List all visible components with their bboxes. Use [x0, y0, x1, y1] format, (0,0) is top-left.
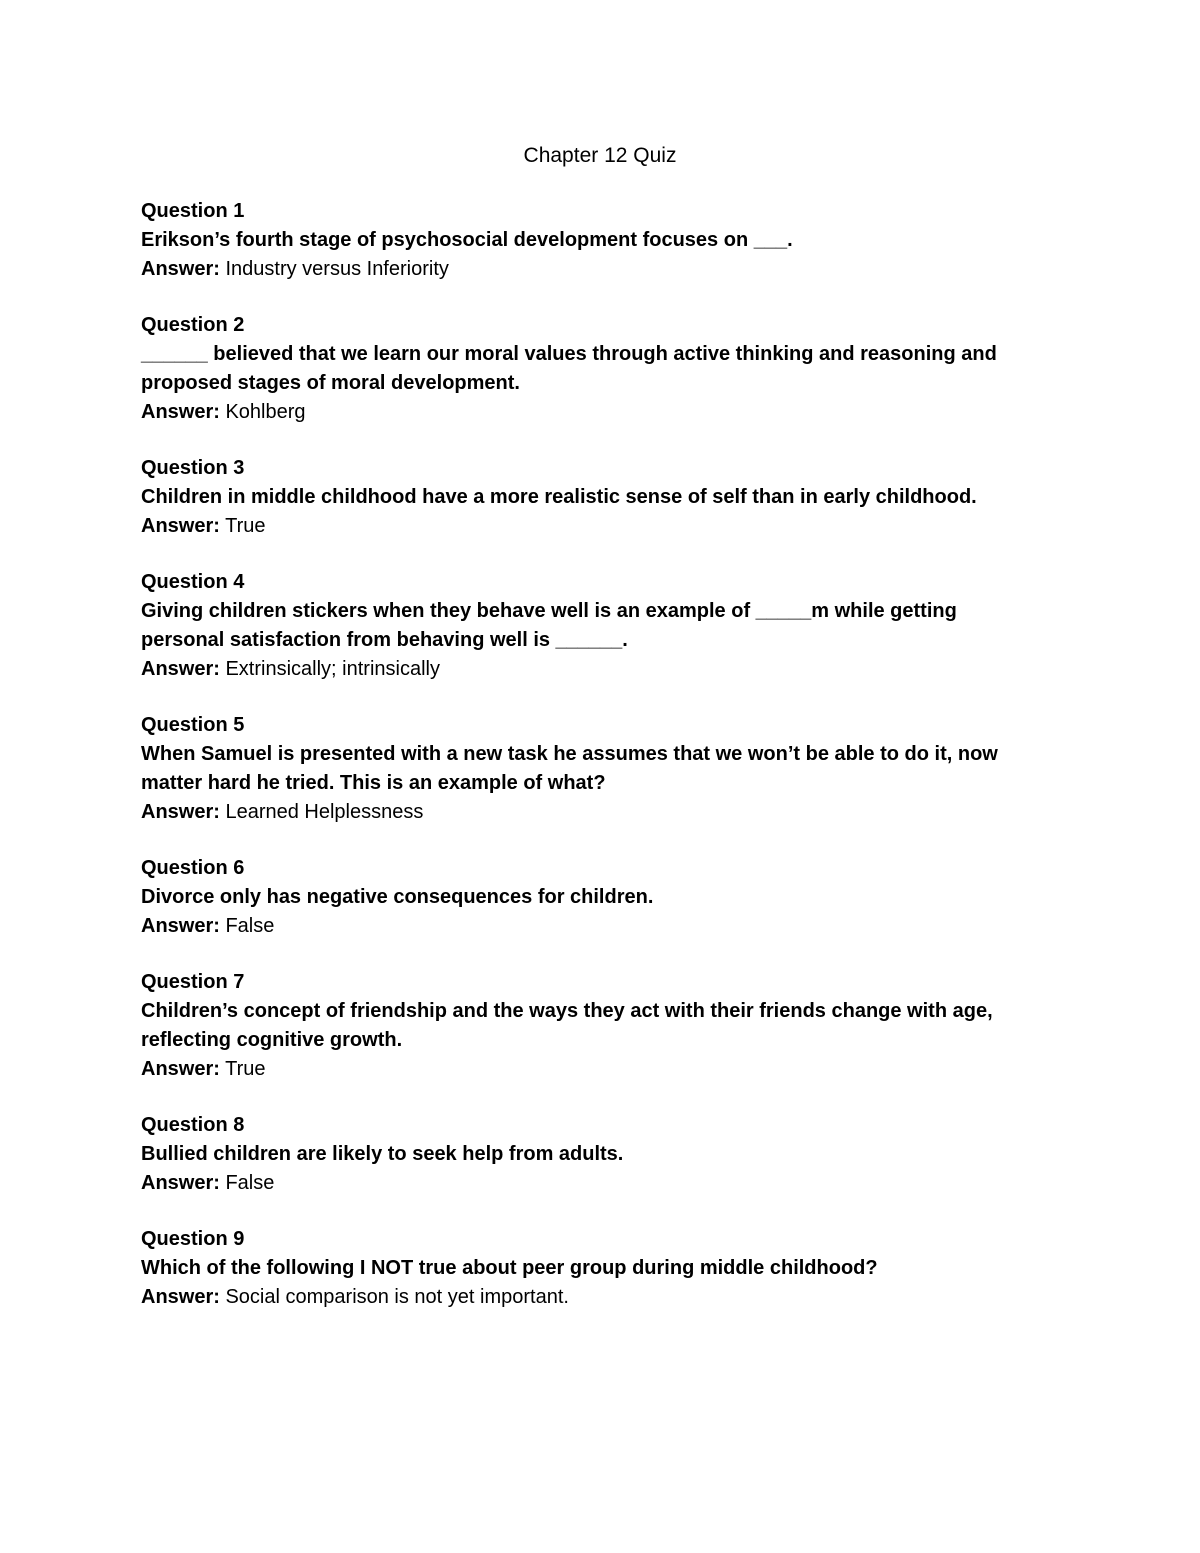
- question-label: Question 8: [141, 1114, 245, 1136]
- answer-line: [141, 512, 1041, 541]
- question-text: Children’s concept of friendship and the ways they act with their friends change with age,: [141, 1000, 993, 1022]
- question-block-2: [141, 311, 1041, 427]
- question-text: Which of the following I NOT true about peer group during middle childhood?: [141, 1257, 878, 1279]
- answer-label: Answer:: [141, 515, 220, 537]
- answer-line: [141, 1169, 1041, 1198]
- question-label: Question 1: [141, 200, 245, 222]
- question-block-6: [141, 854, 1041, 941]
- question-block-1: [141, 197, 1041, 284]
- answer-value: False: [225, 1172, 275, 1194]
- document-page: [141, 140, 1041, 1339]
- answer-value: Social comparison is not yet important.: [225, 1286, 569, 1308]
- question-text: personal satisfaction from behaving well is ______.: [141, 629, 628, 651]
- answer-line: [141, 398, 1041, 427]
- question-block-8: [141, 1111, 1041, 1198]
- answer-value: True: [225, 515, 266, 537]
- answer-label: Answer:: [141, 1286, 220, 1308]
- question-label: Question 7: [141, 971, 245, 993]
- question-label: Question 9: [141, 1228, 245, 1250]
- answer-label: Answer:: [141, 401, 220, 423]
- answer-line: [141, 255, 1041, 284]
- question-label: Question 6: [141, 857, 245, 879]
- question-block-3: [141, 454, 1041, 541]
- question-label: Question 3: [141, 457, 245, 479]
- answer-line: [141, 912, 1041, 941]
- answer-label: Answer:: [141, 258, 220, 280]
- question-text: Children in middle childhood have a more realistic sense of self than in early childhood.: [141, 486, 977, 508]
- question-block-4: [141, 568, 1041, 684]
- document-title: Chapter 12 Quiz: [523, 144, 677, 167]
- answer-line: [141, 1055, 1041, 1084]
- question-text: ______ believed that we learn our moral values through active thinking and reasoning and: [141, 343, 997, 365]
- question-label: Question 5: [141, 714, 245, 736]
- answer-value: Kohlberg: [225, 401, 306, 423]
- question-text: Giving children stickers when they behave well is an example of _____m while getting: [141, 600, 957, 622]
- answer-label: Answer:: [141, 1058, 220, 1080]
- question-text: When Samuel is presented with a new task he assumes that we won’t be able to do it, now: [141, 743, 998, 765]
- question-text: Divorce only has negative consequences for children.: [141, 886, 654, 908]
- question-text: Erikson’s fourth stage of psychosocial development focuses on ___.: [141, 229, 793, 251]
- question-block-7: [141, 968, 1041, 1084]
- question-label: Question 2: [141, 314, 245, 336]
- answer-value: Extrinsically; intrinsically: [225, 658, 440, 680]
- answer-line: [141, 798, 1041, 827]
- question-text: proposed stages of moral development.: [141, 372, 520, 394]
- answer-label: Answer:: [141, 915, 220, 937]
- question-text: matter hard he tried. This is an example of what?: [141, 772, 606, 794]
- answer-label: Answer:: [141, 801, 220, 823]
- question-text: reflecting cognitive growth.: [141, 1029, 403, 1051]
- answer-line: [141, 655, 1041, 684]
- answer-label: Answer:: [141, 1172, 220, 1194]
- question-text: Bullied children are likely to seek help from adults.: [141, 1143, 624, 1165]
- question-block-5: [141, 711, 1041, 827]
- answer-value: False: [225, 915, 275, 937]
- question-label: Question 4: [141, 571, 245, 593]
- question-block-9: [141, 1225, 1041, 1312]
- answer-value: Industry versus Inferiority: [225, 258, 449, 280]
- answer-line: [141, 1283, 1041, 1312]
- answer-value: Learned Helplessness: [225, 801, 424, 823]
- answer-value: True: [225, 1058, 266, 1080]
- answer-label: Answer:: [141, 658, 220, 680]
